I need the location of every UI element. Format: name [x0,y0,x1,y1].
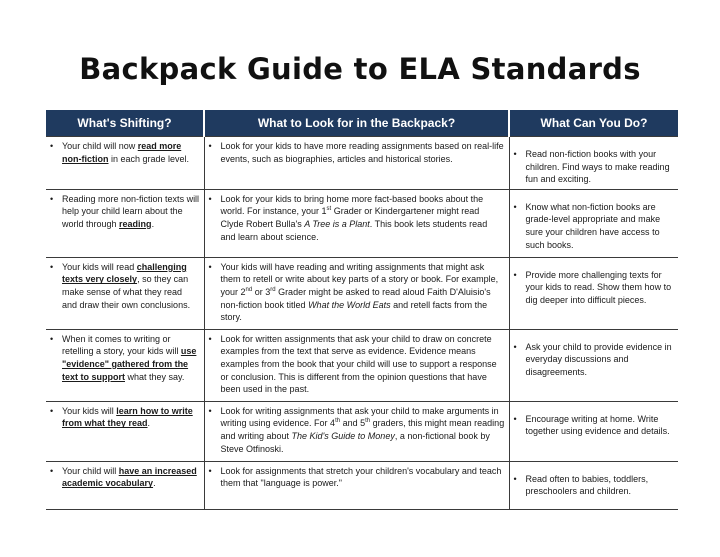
shifting-link: have an increased academic vocabulary [62,465,197,489]
shifting-cell: • Your kids will read challenging texts very closely, so they can make sense of what they read and draw their own conclusions. [46,257,204,329]
table-row [46,137,678,190]
shifting-cell: • Your child will now read more non-fiction in each grade level. [46,137,204,190]
shifting-link: use "evidence" gathered from the text to support [62,346,197,382]
do-cell: • Ask your child to provide evidence in everyday discussions and disagreements. [509,329,678,401]
table-row [46,189,678,257]
bullet-icon: • [208,261,212,272]
bullet-icon: • [50,405,54,416]
bullet-icon: • [50,465,54,476]
standards-table [46,110,678,510]
shifting-cell: • Reading more non-fiction texts will help your child learn about the world through reading. [46,189,204,257]
shifting-link: reading [119,218,152,229]
page-title: Backpack Guide to ELA Standards [79,52,641,86]
bullet-icon: • [50,193,54,204]
bullet-icon: • [513,269,517,280]
table-row [46,329,678,401]
do-cell: • Read often to babies, toddlers, preschoolers and children. [509,461,678,509]
bullet-icon: • [50,333,54,344]
look-cell: • Your kids will have reading and writing assignments that might ask them to retell or write about key parts of a story or book. For example, your 2nd or 3rd Grader might be asked to read aloud Faith D'Aluisio's non-fiction book titled What the World Eats and retell facts from the story. [204,257,509,329]
header-what-can-you-do: What Can You Do? [509,110,678,137]
do-cell: • Know what non-fiction books are grade-level appropriate and make sure your children have access to such books. [509,189,678,257]
look-cell: • Look for written assignments that ask your child to draw on concrete examples from the text that serve as evidence. Evidence means examples from the book that your child will use to support a response or conclusion. This is different from the opinion questions that have been used in the past. [204,329,509,401]
bullet-icon: • [50,261,54,272]
shifting-cell: • Your child will have an increased academic vocabulary. [46,461,204,509]
bullet-icon: • [208,405,212,416]
look-cell: • Look for your kids to have more reading assignments based on real-life events, such as biographies, articles and historical stories. [204,137,509,190]
header-what-to-look-for: What to Look for in the Backpack? [204,110,509,137]
bullet-icon: • [513,413,517,424]
do-cell: • Encourage writing at home. Write together using evidence and details. [509,401,678,461]
bullet-icon: • [208,333,212,344]
bullet-icon: • [513,341,517,352]
bullet-icon: • [208,141,212,151]
shifting-link: learn how to write from what they read [62,405,193,429]
bullet-icon: • [513,201,517,212]
look-cell: • Look for assignments that stretch your children's vocabulary and teach them that "language is power." [204,461,509,509]
table-row [46,401,678,461]
look-cell: • Look for your kids to bring home more fact-based books about the world. For instance, your 1st Grader or Kindergartener might read Clyde Robert Bulla's A Tree is a Plant. This book lets students read and learn about science. [204,189,509,257]
bullet-icon: • [513,149,517,159]
shifting-cell: • Your kids will learn how to write from what they read. [46,401,204,461]
shifting-cell: • When it comes to writing or retelling a story, your kids will use "evidence" gathered from the text to support what they say. [46,329,204,401]
table-row [46,461,678,509]
bullet-icon: • [208,465,212,476]
look-cell: • Look for writing assignments that ask your child to make arguments in writing using evidence. For 4th and 5th graders, this might mean reading and writing about The Kid's Guide to Money, a non-fictional book by Steve Otfinoski. [204,401,509,461]
do-cell: • Provide more challenging texts for your kids to read. Show them how to dig deeper into difficult pieces. [509,257,678,329]
shifting-link: challenging texts very closely [62,261,187,285]
header-row [46,110,678,137]
shifting-link: read more non-fiction [62,141,182,164]
bullet-icon: • [513,473,517,484]
bullet-icon: • [50,141,54,151]
table-row [46,257,678,329]
header-whats-shifting: What's Shifting? [46,110,204,137]
bullet-icon: • [208,193,212,204]
do-cell: • Read non-fiction books with your children. Find ways to make reading fun and exciting. [509,137,678,190]
